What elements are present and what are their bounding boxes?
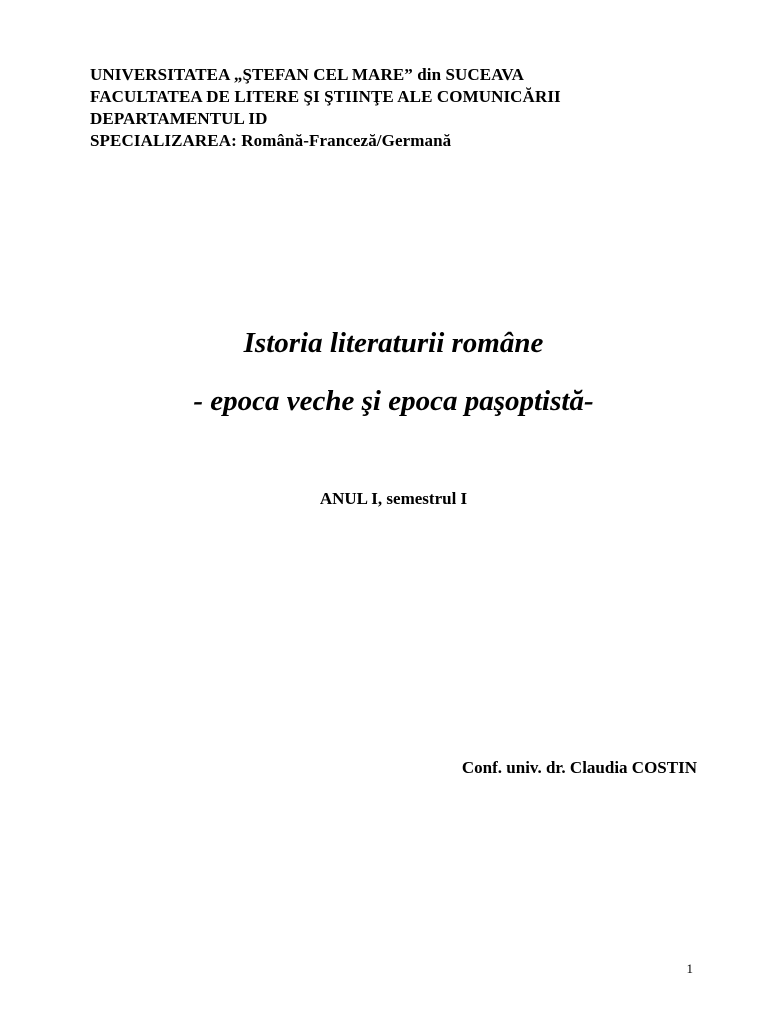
university-line: UNIVERSITATEA „ŞTEFAN CEL MARE” din SUCEAVA (90, 65, 524, 84)
institution-header (90, 64, 561, 152)
department-line: DEPARTAMENTUL ID (90, 109, 268, 128)
document-subtitle: - epoca veche şi epoca paşoptistă- (193, 385, 594, 417)
author-name: Conf. univ. dr. Claudia COSTIN (461, 758, 697, 777)
course-year-semester: ANUL I, semestrul I (319, 489, 468, 508)
document-title: Istoria literaturii române (243, 327, 544, 359)
page-number: 1 (686, 961, 693, 976)
faculty-line: FACULTATEA DE LITERE ŞI ŞTIINŢE ALE COMUNICĂRII (90, 87, 561, 106)
specialization-line: SPECIALIZAREA: Română-Franceză/Germană (90, 131, 452, 150)
